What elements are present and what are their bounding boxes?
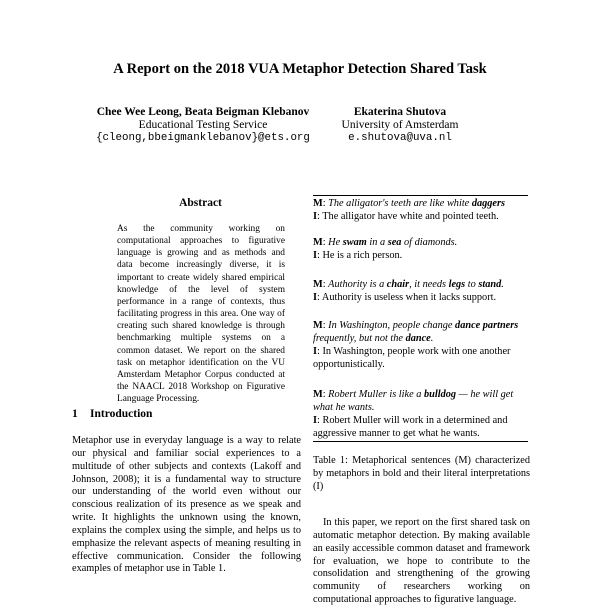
- table-example-3: [313, 278, 530, 304]
- abstract-text: As the community working on computational approaches to figurative language is growing and as methods and data become increasingly diverse, it is important to create widely shared empirical knowledge of the level of system performance in a range of contexts, thus facilitating progress in this area. One way of creating such shared knowledge is through benchmarking multiple systems on a common dataset. We report on the shared task on metaphor identification on the VU Amsterdam Metaphor Corpus conducted at the NAACL 2018 Workshop on Figurative Language Processing.: [117, 224, 285, 405]
- table-example-2: [313, 236, 530, 262]
- literal-interpretation: I: The alligator have white and pointed teeth.: [313, 211, 499, 222]
- section-heading: [72, 408, 152, 420]
- literal-interpretation: I: In Washington, people work with one another opportunistically.: [313, 346, 511, 370]
- metaphor-sentence: M: Authority is a chair, it needs legs to stand.: [313, 279, 504, 290]
- literal-interpretation: I: He is a rich person.: [313, 250, 403, 261]
- literal-interpretation: I: Authority is useless when it lacks support.: [313, 292, 497, 303]
- section-number: 1: [72, 408, 78, 420]
- author-names: Chee Wee Leong, Beata Beigman Klebanov: [96, 106, 310, 118]
- author-block-uva: [330, 106, 470, 145]
- author-block-ets: [88, 106, 318, 145]
- table-bottom-rule: [313, 441, 528, 442]
- metaphor-sentence: M: Robert Muller is like a bulldog — he will get what he wants.: [313, 389, 514, 413]
- author-names: Ekaterina Shutova: [353, 106, 447, 118]
- author-email[interactable]: {cleong,bbeigmanklebanov}@ets.org: [96, 132, 310, 144]
- author-affiliation: University of Amsterdam: [341, 119, 459, 131]
- table-top-rule: [313, 195, 528, 196]
- table-caption: Table 1: Metaphorical sentences (M) characterized by metaphors in bold and their literal interpretations (I): [313, 455, 530, 492]
- paper-title: A Report on the 2018 VUA Metaphor Detection Shared Task: [113, 61, 487, 77]
- literal-interpretation: I: Robert Muller will work in a determined and aggressive manner to get what he wants.: [313, 415, 508, 439]
- intro-paragraph-right: In this paper, we report on the first shared task on automatic metaphor detection. By making available an easily accessible common dataset and framework for evaluation, we hope to contribute to the consolidation and strengthening of the growing community of researchers working on computational approaches to figurative language.: [313, 517, 530, 606]
- abstract-heading: Abstract: [179, 197, 222, 209]
- section-title: Introduction: [90, 408, 153, 420]
- table-example-5: [313, 388, 530, 440]
- metaphor-sentence: M: In Washington, people change dance partners frequently, but not the dance.: [313, 320, 519, 344]
- author-email[interactable]: e.shutova@uva.nl: [348, 132, 452, 144]
- table-example-4: [313, 319, 530, 371]
- introduction-text: Metaphor use in everyday language is a way to relate our physical and familiar social experiences to a multitude of other subjects and contexts (Lakoff and Johnson, 2008); it is a fundamental way to structure our understanding of the world even without our conscious realization of its presence as we speak and write. It highlights the unknown using the known, explains the complex using the simple, and helps us to emphasize the relevant aspects of meaning resulting in effective communication. Consider the following examples of metaphor use in Table 1.: [72, 435, 301, 575]
- table-example-1: [313, 197, 530, 223]
- author-affiliation: Educational Testing Service: [138, 119, 268, 131]
- metaphor-sentence: M: The alligator's teeth are like white daggers: [313, 198, 506, 209]
- metaphor-sentence: M: He swam in a sea of diamonds.: [313, 237, 458, 248]
